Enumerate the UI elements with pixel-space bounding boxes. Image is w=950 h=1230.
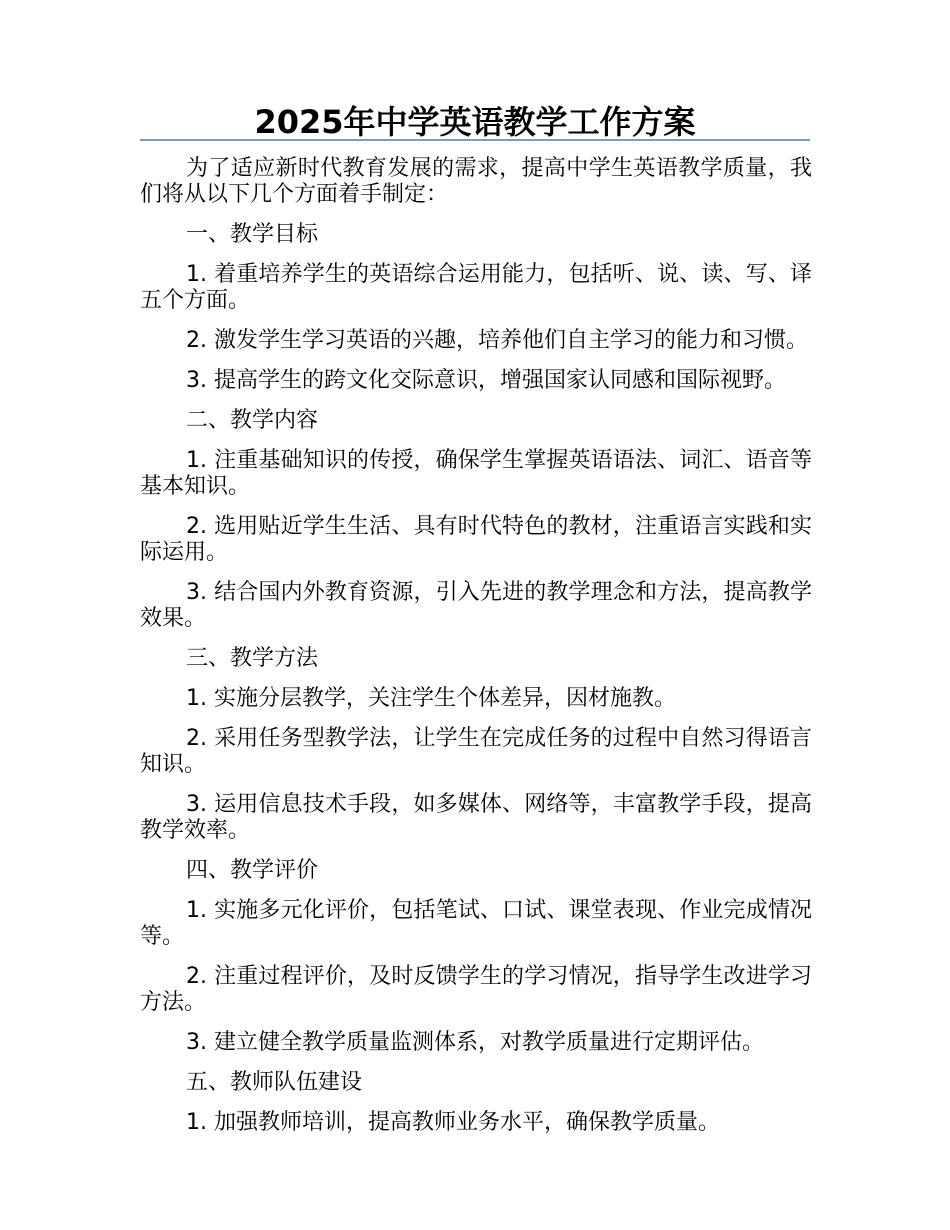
section-heading-goals: 一、教学目标	[186, 222, 319, 247]
goals-item-2: 2. 激发学生学习英语的兴趣，培养他们自主学习的能力和习惯。	[186, 328, 808, 353]
section-heading-teachers: 五、教师队伍建设	[186, 1070, 363, 1095]
methods-item-3: 3. 运用信息技术手段，如多媒体、网络等，丰富教学手段，提高教学效率。	[140, 792, 812, 843]
document-title: 2025年中学英语教学工作方案	[254, 103, 696, 141]
section-heading-methods: 三、教学方法	[186, 646, 319, 671]
teachers-item-1: 1. 加强教师培训，提高教师业务水平，确保教学质量。	[186, 1110, 720, 1135]
evaluation-item-2: 2. 注重过程评价，及时反馈学生的学习情况，指导学生改进学习方法。	[140, 964, 812, 1015]
section-heading-evaluation: 四、教学评价	[186, 858, 319, 883]
methods-item-2: 2. 采用任务型教学法，让学生在完成任务的过程中自然习得语言知识。	[140, 726, 812, 777]
methods-item-1: 1. 实施分层教学，关注学生个体差异，因材施教。	[186, 686, 676, 711]
document-body	[140, 156, 812, 1150]
content-item-3: 3. 结合国内外教育资源，引入先进的教学理念和方法，提高教学效果。	[140, 580, 812, 631]
title-underline	[140, 139, 810, 141]
intro-paragraph: 为了适应新时代教育发展的需求，提高中学生英语教学质量，我们将从以下几个方面着手制定：	[140, 156, 812, 207]
goals-item-1: 1. 着重培养学生的英语综合运用能力，包括听、说、读、写、译五个方面。	[140, 262, 812, 313]
section-heading-content: 二、教学内容	[186, 408, 319, 433]
evaluation-item-1: 1. 实施多元化评价，包括笔试、口试、课堂表现、作业完成情况等。	[140, 898, 812, 949]
content-item-2: 2. 选用贴近学生生活、具有时代特色的教材，注重语言实践和实际运用。	[140, 514, 812, 565]
content-item-1: 1. 注重基础知识的传授，确保学生掌握英语语法、词汇、语音等基本知识。	[140, 448, 812, 499]
goals-item-3: 3. 提高学生的跨文化交际意识，增强国家认同感和国际视野。	[186, 368, 786, 393]
evaluation-item-3: 3. 建立健全教学质量监测体系，对教学质量进行定期评估。	[186, 1030, 764, 1055]
